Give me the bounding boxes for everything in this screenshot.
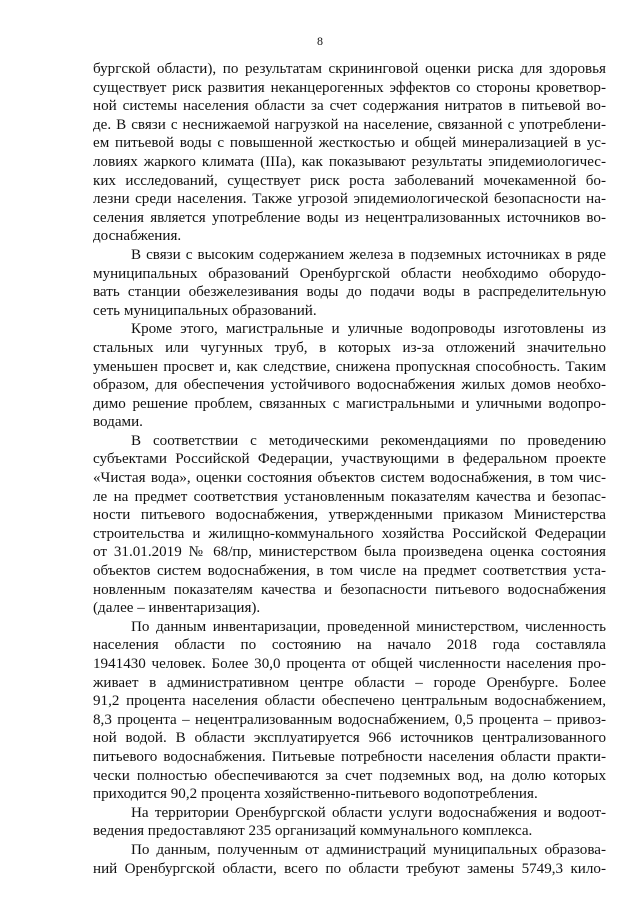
text-line: ких исследований, существует риск роста заболеваний мочекаменной бо- [93,172,606,189]
text-line: ле на предмет соответствия установленным показателям качества и безопас- [93,488,606,505]
text-line: димо решение проблем, связанных с магистральными и уличными водопро- [93,395,606,412]
text-line: живает в административном центре области – городе Оренбурге. Более [93,674,606,691]
text-line: ведения предоставляют 235 организаций коммунального комплекса. [93,823,533,840]
text-line: населения области по состоянию на начало 2018 года составляла [93,637,606,654]
text-line: ем питьевой воды с повышенной жесткостью и общей минерализацией в ус- [93,135,606,152]
text-line: По данным, полученным от администраций муниципальных образова- [131,841,606,858]
text-line: от 31.01.2019 № 68/пр, министерством была произведена оценка состояния [93,544,606,561]
text-line: уменьшен просвет и, как следствие, снижена пропускная способность. Таким [93,358,606,375]
text-line: 8,3 процента – нецентрализованным водоснабжением, 0,5 процента – привоз- [93,711,606,728]
text-line: селения является употребление воды из нецентрализованных источников во- [93,209,606,226]
text-line: ной водой. В области эксплуатируется 966 источников централизованного [93,730,606,747]
text-line: строительства и жилищно-коммунального хозяйства Российской Федерации [93,525,606,542]
text-line: Кроме этого, магистральные и уличные водопроводы изготовлены из [131,321,606,338]
body-text [93,60,606,878]
text-line: сеть муниципальных образований. [93,302,317,319]
text-line: чески полностью обеспечиваются за счет подземных вод, на долю которых [93,767,606,784]
text-line: «Чистая вода», оценки состояния объектов систем водоснабжения, в том чис- [93,470,606,487]
text-line: ний Оренбургской области, всего по области требуют замены 5749,3 кило- [93,860,606,877]
text-line: приходится 90,2 процента хозяйственно-питьевого водопотребления. [93,786,538,803]
text-line: существует риск развития неканцерогенных эффектов со стороны кроветвор- [93,79,606,96]
text-line: де. В связи с неснижаемой нагрузкой на население, связанной с употреблени- [93,116,606,133]
text-line: 1941430 человек. Более 30,0 процента от общей численности населения про- [93,656,606,672]
text-line: В связи с высоким содержанием железа в подземных источниках в ряде [131,246,606,263]
text-line: ной системы населения области за счет содержания нитратов в питьевой во- [93,98,606,115]
text-line: лезни среди населения. Также угрозой эпидемиологической безопасности на- [93,191,606,208]
text-line: На территории Оренбургской области услуги водоснабжения и водоот- [131,804,606,821]
text-line: питьевого водоснабжения. Питьевые потребности населения области практи- [93,748,606,765]
text-line: 91,2 процента населения области обеспечено центральным водоснабжением, [93,693,606,710]
text-line: В соответствии с методическими рекомендациями по проведению [131,432,606,449]
page-number: 8 [317,34,323,48]
text-line: субъектами Российской Федерации, участвующими в федеральном проекте [93,451,606,468]
text-line: ности питьевого водоснабжения, утвержденными приказом Министерства [93,507,606,524]
text-line: новленным показателям качества и безопасности питьевого водоснабжения [93,581,606,598]
text-line: По данным инвентаризации, проведенной министерством, численность [131,618,606,635]
text-line: водами. [93,414,143,431]
text-line: (далее – инвентаризация). [93,600,261,617]
text-line: ловиях жаркого климата (IIIа), как показывают результаты эпидемиологичес- [93,153,606,170]
text-line: бургской области), по результатам скрининговой оценки риска для здоровья [93,61,606,77]
text-line: вать станции обезжелезивания воды до подачи воды в распределительную [93,284,606,301]
text-line: доснабжения. [93,228,182,245]
text-line: образом, для обеспечения устойчивого водоснабжения жилых домов необхо- [93,377,606,394]
text-line: муниципальных образований Оренбургской области необходимо оборудо- [93,265,606,282]
text-line: стальных или чугунных труб, в которых из-за отложений значительно [93,339,606,356]
text-line: объектов систем водоснабжения, в том числе на предмет соответствия уста- [93,563,606,580]
